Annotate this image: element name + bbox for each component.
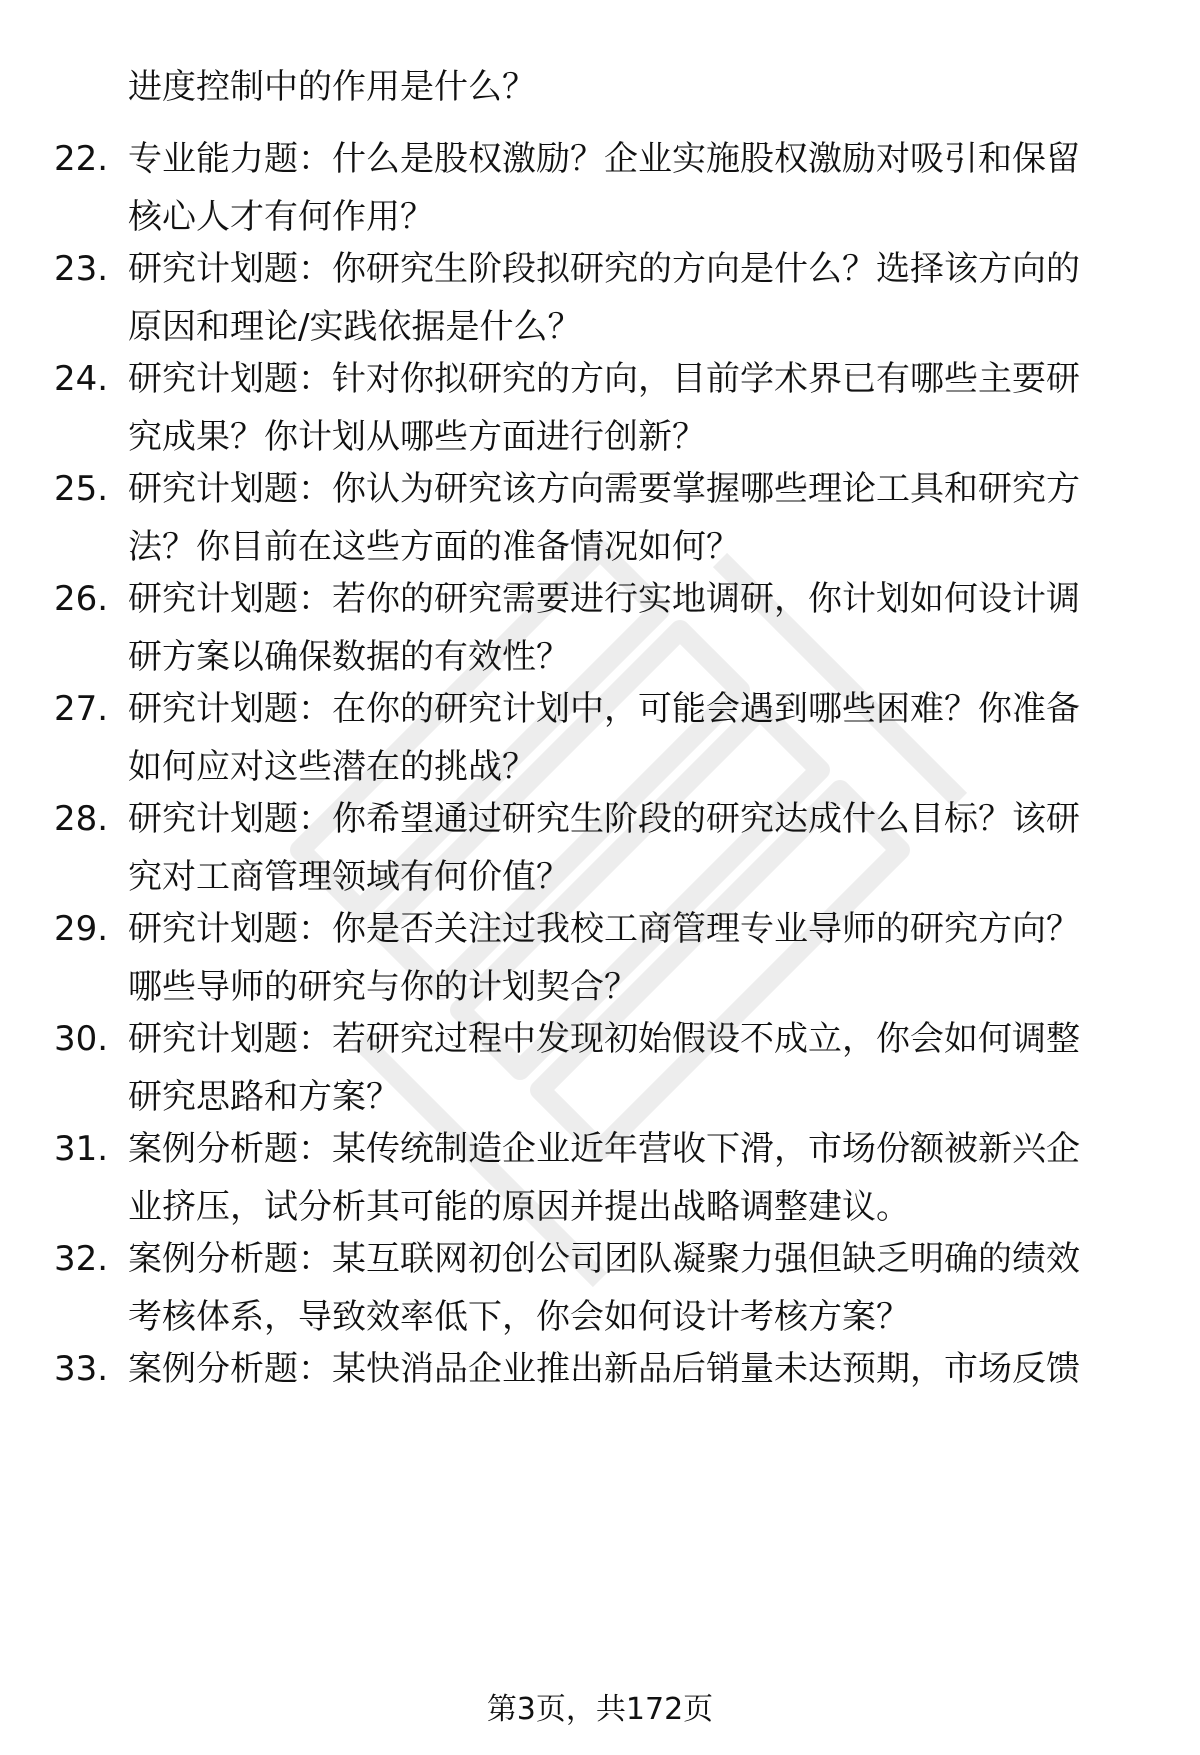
question-line: 法？你目前在这些方面的准备情况如何？ [128,527,740,567]
question-line: 研究计划题：若研究过程中发现初始假设不成立，你会如何调整 [128,1019,1080,1059]
question-text [128,350,1148,466]
question-number: 31. [54,1129,109,1169]
question-line: 案例分析题：某传统制造企业近年营收下滑，市场份额被新兴企 [128,1129,1080,1169]
continuation-text: 进度控制中的作用是什么？ [128,67,536,107]
question-number: 25. [54,469,109,509]
question-text [128,460,1148,576]
question-number: 33. [54,1349,109,1389]
question-line: 研究计划题：针对你拟研究的方向，目前学术界已有哪些主要研 [128,359,1080,399]
question-text [128,240,1148,356]
question-text [128,570,1148,686]
page-footer: 第3页，共172页 [486,1692,714,1727]
question-number: 28. [54,799,109,839]
question-line: 专业能力题：什么是股权激励？企业实施股权激励对吸引和保留 [128,139,1080,179]
question-line: 核心人才有何作用？ [128,197,434,237]
question-line: 研究思路和方案？ [128,1077,400,1117]
question-line: 究成果？你计划从哪些方面进行创新？ [128,417,706,457]
question-line: 研究计划题：在你的研究计划中，可能会遇到哪些困难？你准备 [128,689,1080,729]
question-number: 24. [54,359,109,399]
question-line: 案例分析题：某互联网初创公司团队凝聚力强但缺乏明确的绩效 [128,1239,1080,1279]
question-line: 究对工商管理领域有何价值？ [128,857,570,897]
question-text [128,790,1148,906]
question-text [128,130,1148,246]
question-text [128,900,1148,1016]
question-line: 研究计划题：你认为研究该方向需要掌握哪些理论工具和研究方 [128,469,1080,509]
question-line: 研究计划题：你是否关注过我校工商管理专业导师的研究方向？ [128,909,1080,949]
question-number: 26. [54,579,109,619]
question-text [128,680,1148,796]
question-text [128,1010,1148,1126]
question-line: 研究计划题：你研究生阶段拟研究的方向是什么？选择该方向的 [128,249,1080,289]
question-text [128,1230,1148,1346]
question-number: 22. [54,139,109,179]
question-number: 27. [54,689,109,729]
question-line: 原因和理论/实践依据是什么？ [128,307,582,347]
question-number: 23. [54,249,109,289]
question-line: 业挤压，试分析其可能的原因并提出战略调整建议。 [128,1187,910,1227]
question-text [128,1340,1148,1398]
question-line: 研方案以确保数据的有效性？ [128,637,570,677]
question-number: 29. [54,909,109,949]
question-line: 研究计划题：你希望通过研究生阶段的研究达成什么目标？该研 [128,799,1080,839]
question-line: 如何应对这些潜在的挑战？ [128,747,536,787]
question-line: 考核体系，导致效率低下，你会如何设计考核方案？ [128,1297,910,1337]
question-number: 32. [54,1239,109,1279]
question-line: 案例分析题：某快消品企业推出新品后销量未达预期，市场反馈 [128,1349,1080,1389]
question-line: 哪些导师的研究与你的计划契合？ [128,967,638,1007]
question-text [128,1120,1148,1236]
question-number: 30. [54,1019,109,1059]
question-line: 研究计划题：若你的研究需要进行实地调研，你计划如何设计调 [128,579,1080,619]
